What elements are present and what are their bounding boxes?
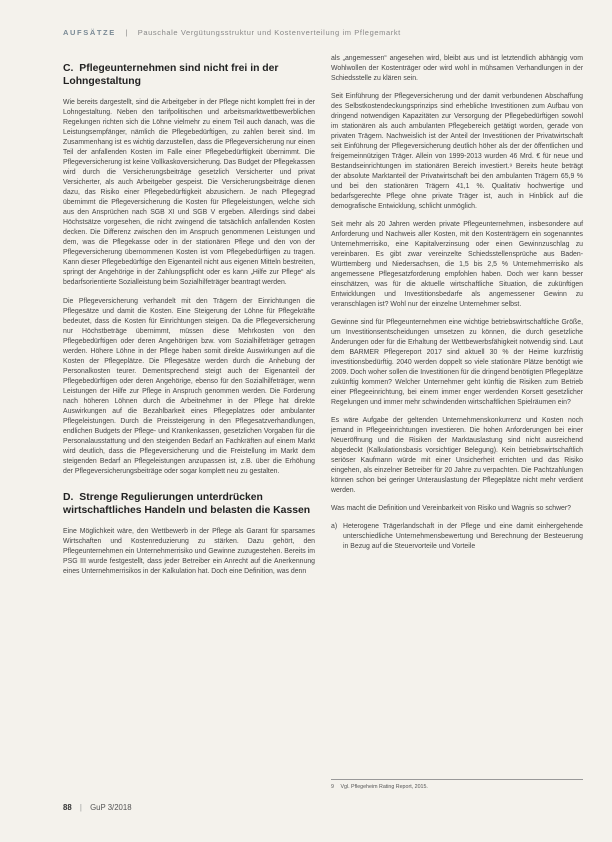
body-paragraph: Seit Einführung der Pflegeversicherung und der damit verbundenen Abschaffung des Selbstkostendeckungsprinzips sind erhebliche Investitionen zum Aufbau von dringend notwendigen Kapazitäten zur Versorgung der Pflegebedürftigen sowohl im stationären als auch ambulanten Pflegebereich getätigt worden, gerade von privaten Trägern. Nachweislich ist der Anteil der Investitionen der Privatwirtschaft seit Einführung der Pflegeversicherung deutlich höher als der der öffentlichen und freigemeinnützigen Träger. Allein von 1999-2013 wurden 46 Mrd. € für neue und Bestandseinrichtungen im stationären Bereich investiert.⁹ Bereits heute beträgt der absolute Marktanteil der Privatwirtschaft bei den ambulanten Trägern 65,9 % und bei den stationären Trägern 41,1 %. Qualitativ hochwertige und bedarfsgerechte Pflege ohne private Träger ist, auch in Hinblick auf die demografische Entwicklung, schlicht unmöglich. <box>331 93 583 210</box>
journal-issue: GuP 3/2018 <box>90 803 132 812</box>
section-c-number: C. <box>63 63 74 74</box>
footnote-number: 9 <box>331 784 334 790</box>
body-paragraph: Eine Möglichkeit wäre, den Wettbewerb in der Pflege als Garant für sparsames Wirtschaften und Kostenreduzierung zu stärken. Dazu gehört, den Pflegeunternehmen ein Unternehmerrisiko und Gewinne zuzugestehen. Bereits im PSG III wurde festgestellt, dass jeder Betreiber ein Anrecht auf die Anerkennung eines Unternehmerrisikos in der Kalkulation hat. Doch eine Definition, was denn <box>63 528 315 575</box>
body-paragraph: Was macht die Definition und Vereinbarkeit von Risiko und Wagnis so schwer? <box>331 505 572 512</box>
section-d-heading <box>63 491 315 517</box>
section-c-heading <box>63 62 315 88</box>
footer-separator: | <box>79 803 82 812</box>
body-paragraph: Es wäre Aufgabe der geltenden Unternehmenskonkurrenz und Kosten noch jemand in Pflegeeinrichtungen investieren. Die hohen Anforderungen bei einer Neueröffnung und die Risiken der Marktauslastung sind nicht ausreichend abgedeckt (Kalkulationsbasis vorsichtiger Belegung). Kein betriebswirtschaftlich seriöser Kaufmann würde mit einer Unsicherheit errichten und das Risiko eingehen, als einzelner Betreiber für 20 Jahre zu verpachten. Die Pachtzahlungen können schon bei geringer Unterauslastung der Pflegeplätze nicht mehr verdient werden. <box>331 417 583 494</box>
section-c-title: Pflegeunternehmen sind nicht frei in der Lohngestaltung <box>63 63 279 87</box>
right-column <box>331 55 583 552</box>
left-column <box>63 62 315 586</box>
section-d-number: D. <box>63 492 74 503</box>
body-paragraph: Gewinne sind für Pflegeunternehmen eine wichtige betriebswirtschaftliche Größe, um Investitionsentscheidungen umsetzen zu können, die durch gesetzliche Änderungen oder für die Erhaltung der Wettbewerbsfähigkeit notwendig sind. Laut dem BARMER Pflegereport 2017 sind aktuell 30 % der Heime kurzfristig investitionsbedürftig. 2040 werden doppelt so viele stationäre Plätze benötigt wie 2009. Doch woher sollen die Investitionen für die dringend benötigten Pflegeplätze zukünftig kommen? Welcher Unternehmer geht künftig die Risiken zum Betrieb einer Pflegeeinrichtung, bei einem immer enger werdenden Korsett gesetzlicher Regelungen und immer mehr schwindenden wirtschaftlichen Spielräumen ein? <box>331 319 583 406</box>
body-paragraph: Wie bereits dargestellt, sind die Arbeitgeber in der Pflege nicht komplett frei in der Lohngestaltung. Neben den tarifpolitischen und arbeitsmarktwettbewerblichen Regelungen richten sich die Löhne vielmehr zu einem Teil auch danach, was die Leistungsempfänger, nämlich die Pflegebedürftigen, zu zahlen bereit sind. Im Zusammenhang ist es wichtig darzustellen, dass die Pflegeversicherung nur einen Teil der anfallenden Kosten im Falle einer Pflegebedürftigkeit übernimmt. Die Pflegeversicherung ist keine Vollkaskoversicherung. Das Budget der Pflegekassen wird durch die Versicherungsbeiträge gesetzlich Versicherter und privat Versicherter, als auch Arbeitgeber gespeist. Die Versicherungsbeiträge dienen dazu, das Risiko einer Pflegebedürftigkeit abzusichern. Je nach Pflegegrad übernimmt die Pflegeversicherung die Kosten für Pflegeleistungen, welche sich aus den Ansprüchen nach SGB XI und SGB V ergeben. Allerdings sind dabei Höchstsätze vorgesehen, die nicht zwingend die tatsächlich anfallenden Kosten decken. Die Differenz zwischen den im Anspruch genommenen Leistungen und dem, was die Pflegekasse oder in der stationären Pflege und den von der Pflegeversicherung übernommenen Kosten ist vom Pflegebedürftigen zu tragen. Kann dieser Pflegebedürftige den Eigenanteil nicht aus eigenen Mitteln bestreiten, springt der Angehörige in der Zahlungspflicht oder es kann „Hilfe zur Pflege“ als bedarfsorientierte Sozialleistung beim Sozialhilfeträger beantragt werden. <box>63 99 315 286</box>
section-d-title: Strenge Regulierungen unterdrücken wirtschaftliches Handeln und belasten die Kassen <box>63 492 311 516</box>
footnote-text: Vgl. Pflegeheim Rating Report, 2015. <box>340 784 428 790</box>
section-kicker: AUFSÄTZE <box>63 28 116 37</box>
body-paragraph: Seit mehr als 20 Jahren werden private Pflegeunternehmen, insbesondere auf Anforderung und Nachweis aller Kosten, mit den Kostenträgern ein sogenanntes Unternehmerrisiko, eine Kapitalverzinsung oder einen Gewinnzuschlag zu vereinbaren. Es gibt zwar vereinzelte Schiedsstellensprüche aus Baden-Württemberg und Niedersachsen, die 1,5 bis 2,5 % Unternehmerrisiko als angemessene Pflegesatzforderung empfohlen haben. Doch wer kann besser einschätzen, was für die aktuelle wirtschaftliche Situation, die zukünftigen Entwicklungen und Investitionsbedarfe als angemessener Gewinn zu veranschlagen ist? Wohl nur der einzelne Unternehmer selbst. <box>331 221 583 308</box>
body-paragraph: als „angemessen“ angesehen wird, bleibt aus und ist letztendlich abhängig vom Wohlwollen der Kostenträger oder wird wohl in mühsamen Verhandlungen in der Schiedsstelle zu klären sein. <box>331 55 583 82</box>
running-header <box>63 28 592 37</box>
body-paragraph: Die Pflegeversicherung verhandelt mit den Trägern der Einrichtungen die Pflegesätze und damit die Kosten. Eine Steigerung der Löhne für Pflegekräfte bedeutet, dass die Kosten für Einrichtungen steigen. Da die Pflegeversicherung nur Höchstbeträge übernimmt, müssen diese Mehrkosten von den Pflegebedürftigen oder deren Angehörigen bzw. vom Sozialhilfeträger getragen werden. Höhere Löhne in der Pflege haben somit direkte Auswirkungen auf die Kosten der Pflegeplätze. Die Pflegesätze werden durch die Anhebung der Personalkosten teurer. Dementsprechend steigt auch der Eigenanteil der Pflegebedürftigen oder deren Angehörige, ebenso für den Sozialhilfeträger, wenn Leistungen der Hilfe zur Pflege in Anspruch genommen werden. Die Forderung nach höheren Löhnen durch die Arbeitnehmer in der Pflege hat direkte Auswirkungen auf die Bezahlbarkeit eines Pflegeplatzes oder ambulanter Pflegeleistungen. Durch die Preissteigerung in den Pflegesatzverhandlungen, endlichen Budgets der Pflege- und Krankenkassen, gesetzlichen Vorgaben für die Personalausstattung und den steigenden Bedarf an Fachkräften auf einem Markt wird deutlich, dass die Pflegeversicherung und die Freistellung im Markt dem steigenden Bedarf an Pflegeleistungen anzupassen ist, z.B. über die Erhöhung der Pflegeversicherungsbeiträge oder sogar komplett neu zu gestalten. <box>63 298 315 475</box>
header-separator: | <box>125 28 129 37</box>
page-footer <box>63 803 132 812</box>
list-item <box>331 522 583 552</box>
footnote <box>331 779 583 790</box>
page-number: 88 <box>63 803 72 812</box>
list-marker: a) <box>331 523 338 530</box>
running-title: Pauschale Vergütungsstruktur und Kostenverteilung im Pflegemarkt <box>137 28 401 37</box>
list-item-text: Heterogene Trägerlandschaft in der Pflege und eine damit einhergehende unterschiedliche Unternehmensbewertung und Berechnung der Besteuerung in Bezug auf die Steuervorteile und Vorteile <box>343 523 583 550</box>
